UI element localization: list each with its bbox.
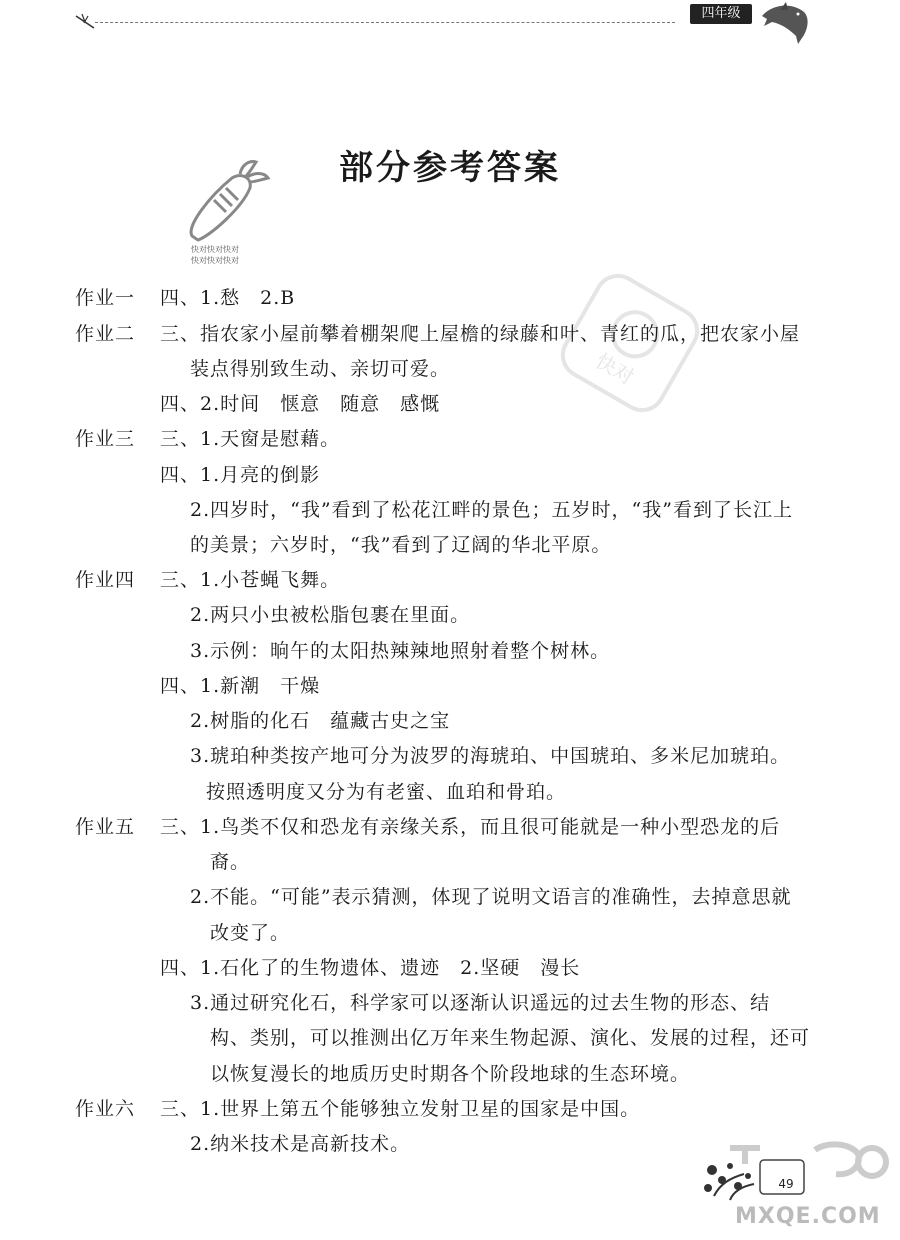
dragonfly-icon xyxy=(72,8,98,34)
page-number: 49 xyxy=(778,1177,794,1191)
answer-line: 三、1.鸟类不仅和恐龙有亲缘关系，而且很可能就是一种小型恐龙的后 xyxy=(160,816,781,838)
section-label: 作业四 xyxy=(75,569,136,591)
answer-line: 四、2.时间 惬意 随意 感慨 xyxy=(160,393,441,415)
answer-line: 四、1.月亮的倒影 xyxy=(160,464,321,486)
answer-line: 四、1.新潮 干燥 xyxy=(160,675,321,697)
carrot-caption-line: 快对快对快对 xyxy=(191,256,239,265)
answer-line: 2.纳米技术是高新技术。 xyxy=(190,1133,411,1155)
answer-line: 3.示例：晌午的太阳热辣辣地照射着整个树林。 xyxy=(190,640,611,662)
answer-line: 三、指农家小屋前攀着棚架爬上屋檐的绿藤和叶、青红的瓜，把农家小屋 xyxy=(160,323,801,345)
answer-line: 三、1.小苍蝇飞舞。 xyxy=(160,569,341,591)
grade-badge: 四年级 xyxy=(690,4,752,24)
answer-line: 按照透明度又分为有老蜜、血珀和骨珀。 xyxy=(206,781,567,803)
answer-line: 构、类别，可以推测出亿万年来生物起源、演化、发展的过程，还可 xyxy=(210,1027,811,1049)
section-label: 作业一 xyxy=(75,287,136,309)
answer-line: 以恢复漫长的地质历史时期各个阶段地球的生态环境。 xyxy=(210,1063,691,1085)
answer-line: 三、1.世界上第五个能够独立发射卫星的国家是中国。 xyxy=(160,1098,641,1120)
section-label: 作业三 xyxy=(75,428,136,450)
answer-line: 四、1.石化了的生物遗体、遗迹 2.坚硬 漫长 xyxy=(160,957,581,979)
section-label: 作业五 xyxy=(75,816,136,838)
answer-line: 2.四岁时，“我”看到了松花江畔的景色；五岁时，“我”看到了长江上 xyxy=(190,499,793,521)
answer-line: 3.通过研究化石，科学家可以逐渐认识遥远的过去生物的形态、结 xyxy=(190,992,771,1014)
answer-line: 2.树脂的化石 蕴藏古史之宝 xyxy=(190,710,451,732)
section-label: 作业六 xyxy=(75,1098,136,1120)
answer-line: 裔。 xyxy=(210,851,251,873)
carrot-logo-caption xyxy=(191,244,271,266)
answer-line: 2.不能。“可能”表示猜测，体现了说明文语言的准确性，去掉意思就 xyxy=(190,886,792,908)
watermark-text: MXQE.COM xyxy=(735,1204,881,1229)
answer-line: 改变了。 xyxy=(210,922,291,944)
answer-line: 的美景；六岁时，“我”看到了辽阔的华北平原。 xyxy=(190,534,612,556)
answer-line: 装点得别致生动、亲切可爱。 xyxy=(190,358,451,380)
stamp-text: 快对 xyxy=(591,348,639,390)
section-label: 作业二 xyxy=(75,323,136,345)
answer-line: 2.两只小虫被松脂包裹在里面。 xyxy=(190,604,471,626)
answer-line: 四、1.愁 2.B xyxy=(160,287,296,309)
page-title: 部分参考答案 xyxy=(339,148,561,188)
header-divider xyxy=(95,22,675,23)
carrot-caption-line: 快对快对快对 xyxy=(191,245,239,254)
dolphin-icon xyxy=(758,0,814,46)
answer-line: 三、1.天窗是慰藉。 xyxy=(160,428,341,450)
answer-line: 3.琥珀种类按产地可分为波罗的海琥珀、中国琥珀、多米尼加琥珀。 xyxy=(190,745,791,767)
